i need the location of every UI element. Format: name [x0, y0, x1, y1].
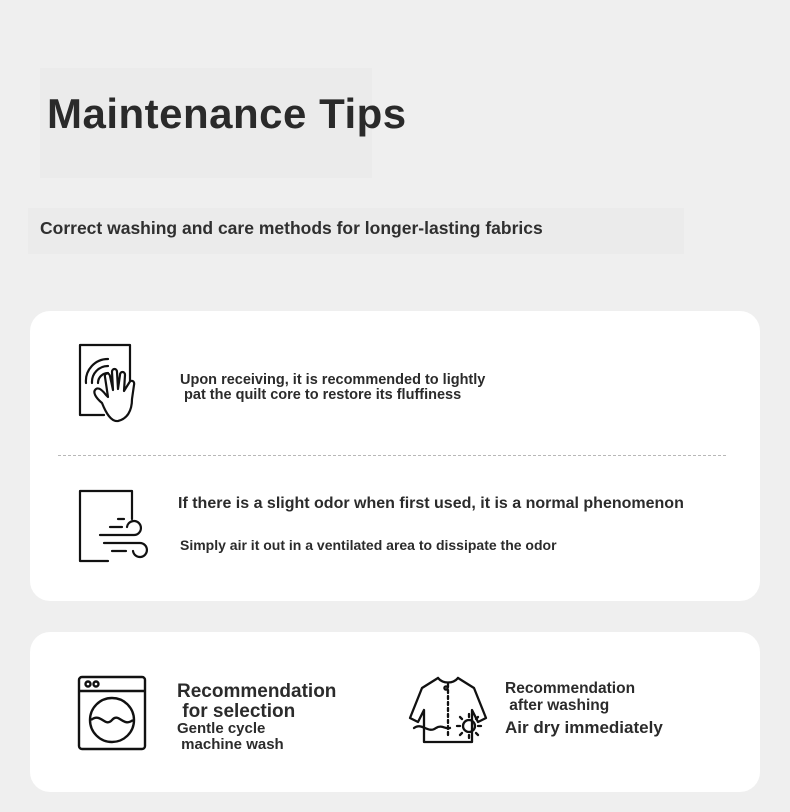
- dashed-divider: [58, 455, 726, 456]
- machine-detail: Gentle cycle machine wash: [177, 720, 284, 753]
- page-subtitle: Correct washing and care methods for longer-lasting fabrics: [40, 218, 543, 238]
- washing-machine-icon: [77, 675, 147, 751]
- sun-dry-icon: [408, 676, 490, 748]
- machine-heading: Recommendation for selection: [177, 681, 337, 722]
- tip-pat-quilt-text: Upon receiving, it is recommended to lightly pat the quilt core to restore its fluffiness: [180, 372, 486, 403]
- care-tips-card: [30, 311, 760, 601]
- hand-patting-icon: [76, 343, 152, 423]
- washing-card: [30, 632, 760, 792]
- drying-heading: Recommendation after washing: [505, 680, 636, 714]
- tip-odor-heading: If there is a slight odor when first used, it is a normal phenomenon: [178, 495, 684, 512]
- drying-detail: Air dry immediately: [505, 718, 663, 737]
- air-ventilation-icon: [78, 489, 154, 565]
- page-title: Maintenance Tips: [47, 90, 407, 137]
- tip-odor-detail: Simply air it out in a ventilated area to dissipate the odor: [180, 537, 557, 553]
